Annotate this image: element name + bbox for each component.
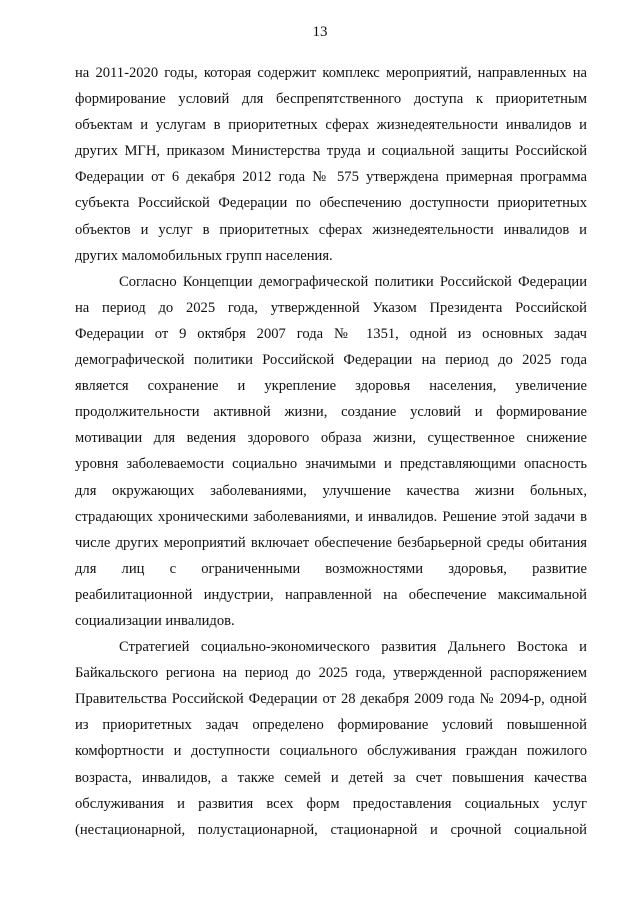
text-line: Федерации от 6 декабря 2012 года № 575 утверждена примерная программа	[75, 169, 587, 186]
page-number: 13	[312, 24, 328, 40]
text-line: Стратегией социально-экономического развития Дальнего Востока и	[119, 639, 587, 656]
text-line: обслуживания и развития всех форм предоставления социальных услуг	[75, 795, 587, 812]
paragraph-1	[75, 60, 587, 269]
text-line: из приоритетных задач определено формирование условий повышенной	[75, 717, 587, 734]
text-line: объектов и услуг в приоритетных сферах жизнедеятельности инвалидов и	[75, 221, 587, 238]
paragraph-2	[75, 269, 587, 634]
body-text	[75, 60, 587, 843]
text-line: комфортности и доступности социального обслуживания граждан пожилого	[75, 743, 587, 760]
text-line: реабилитационной индустрии, направленной на обеспечение максимальной	[75, 586, 587, 603]
text-line: Правительства Российской Федерации от 28 декабря 2009 года № 2094-р, одной	[75, 691, 587, 708]
text-line: социализации инвалидов.	[75, 612, 235, 629]
text-line: мотивации для ведения здорового образа жизни, существенное снижение	[75, 430, 587, 447]
text-line: возраста, инвалидов, а также семей и детей за счет повышения качества	[75, 769, 587, 786]
text-line: для лиц с ограниченными возможностями здоровья, развитие	[75, 560, 587, 577]
text-line: формирование условий для беспрепятственного доступа к приоритетным	[75, 91, 587, 108]
paragraph-3	[75, 634, 587, 843]
text-line: на 2011-2020 годы, которая содержит комплекс мероприятий, направленных на	[75, 65, 587, 81]
text-line: числе других мероприятий включает обеспечение безбарьерной среды обитания	[75, 534, 587, 551]
text-line: Байкальского региона на период до 2025 года, утвержденной распоряжением	[75, 665, 587, 682]
text-line: на период до 2025 года, утвержденной Указом Президента Российской	[75, 299, 587, 316]
text-line: объектам и услугам в приоритетных сферах жизнедеятельности инвалидов и	[75, 117, 587, 134]
text-line: других маломобильных групп населения.	[75, 247, 333, 264]
text-line: Согласно Концепции демографической политики Российской Федерации	[119, 273, 587, 290]
text-line: других МГН, приказом Министерства труда и социальной защиты Российской	[75, 143, 587, 160]
text-line: страдающих хроническими заболеваниями, и инвалидов. Решение этой задачи в	[75, 508, 587, 525]
text-line: для окружающих заболеваниями, улучшение качества жизни больных,	[75, 482, 587, 499]
text-line: является сохранение и укрепление здоровья населения, увеличение	[75, 378, 587, 395]
text-line: демографической политики Российской Федерации на период до 2025 года	[75, 352, 587, 369]
text-line: уровня заболеваемости социально значимыми и представляющими опасность	[75, 456, 587, 473]
text-line: Федерации от 9 октября 2007 года № 1351, одной из основных задач	[75, 325, 587, 342]
text-line: субъекта Российской Федерации по обеспечению доступности приоритетных	[75, 195, 587, 212]
text-line: продолжительности активной жизни, создание условий и формирование	[75, 404, 587, 421]
text-line: (нестационарной, полустационарной, стационарной и срочной социальной	[75, 821, 587, 838]
